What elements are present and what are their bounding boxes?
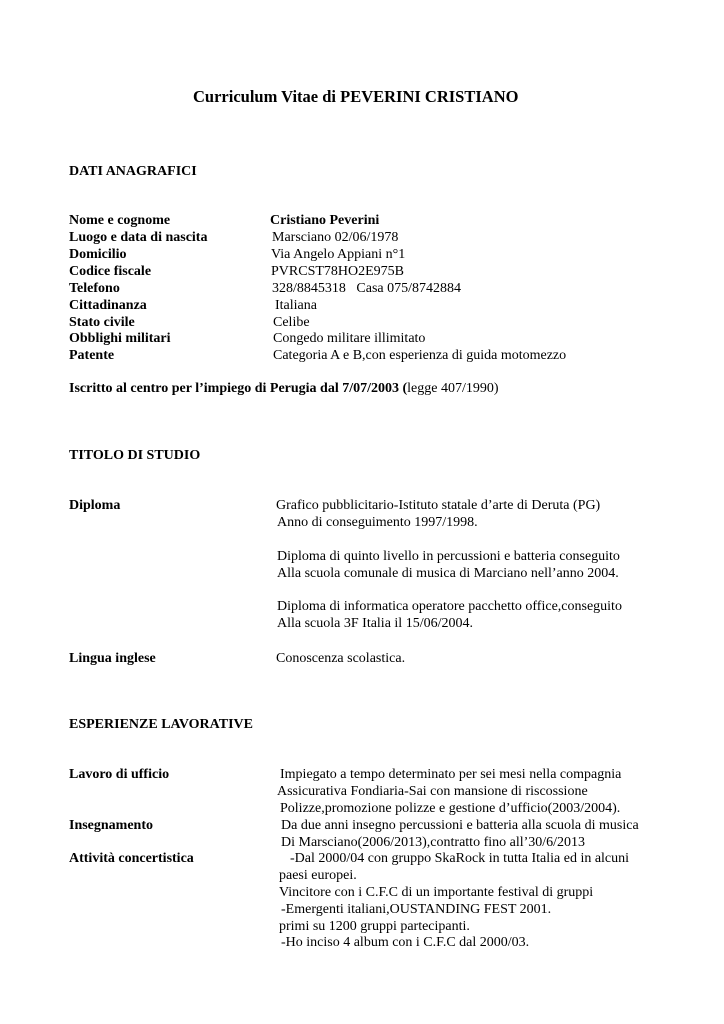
value-lingua-inglese: Conoscenza scolastica. bbox=[276, 651, 406, 666]
value-stato-civile: Celibe bbox=[273, 315, 310, 330]
value-codice-fiscale: PVRCST78HO2E975B bbox=[271, 264, 405, 279]
label-insegnamento: Insegnamento bbox=[69, 818, 154, 833]
ufficio-line: Assicurativa Fondiaria-Sai con mansione di riscossione bbox=[277, 784, 588, 799]
label-telefono: Telefono bbox=[69, 281, 120, 296]
value-luogo-data-nascita: Marsciano 02/06/1978 bbox=[272, 230, 399, 245]
label-lavoro-ufficio: Lavoro di ufficio bbox=[69, 767, 170, 782]
concerti-line: -Ho inciso 4 album con i C.F.C dal 2000/03. bbox=[281, 935, 530, 950]
iscrizione-legge-text: legge 407/1990) bbox=[407, 381, 499, 396]
concerti-line: primi su 1200 gruppi partecipanti. bbox=[279, 919, 470, 934]
diploma-line: Anno di conseguimento 1997/1998. bbox=[277, 515, 478, 530]
diploma-line: Grafico pubblicitario-Istituto statale d’arte di Deruta (PG) bbox=[276, 498, 601, 513]
diploma-line: Alla scuola comunale di musica di Marciano nell’anno 2004. bbox=[277, 566, 619, 581]
concerti-line: paesi europei. bbox=[279, 868, 357, 883]
label-obblighi-militari: Obblighi militari bbox=[69, 331, 171, 346]
value-telefono: 328/8845318 Casa 075/8742884 bbox=[272, 281, 461, 296]
concerti-line: -Dal 2000/04 con gruppo SkaRock in tutta Italia ed in alcuni bbox=[290, 851, 630, 866]
value-domicilio: Via Angelo Appiani n°1 bbox=[271, 247, 406, 262]
concerti-line: -Emergenti italiani,OUSTANDING FEST 2001. bbox=[281, 902, 552, 917]
label-domicilio: Domicilio bbox=[69, 247, 127, 262]
value-nome-cognome: Cristiano Peverini bbox=[270, 213, 380, 228]
iscrizione-bold-text: Iscritto al centro per l’impiego di Perugia dal 7/07/2003 ( bbox=[69, 381, 408, 396]
label-diploma: Diploma bbox=[69, 498, 121, 513]
section-heading-titolo-studio: TITOLO DI STUDIO bbox=[69, 448, 201, 463]
ufficio-line: Impiegato a tempo determinato per sei mesi nella compagnia bbox=[280, 767, 622, 782]
value-obblighi-militari: Congedo militare illimitato bbox=[273, 331, 426, 346]
diploma-line: Diploma di informatica operatore pacchetto office,conseguito bbox=[277, 599, 622, 614]
label-codice-fiscale: Codice fiscale bbox=[69, 264, 152, 279]
label-cittadinanza: Cittadinanza bbox=[69, 298, 147, 313]
iscrizione-centro-impiego bbox=[69, 380, 499, 397]
label-nome-cognome: Nome e cognome bbox=[69, 213, 171, 228]
document-title: Curriculum Vitae di PEVERINI CRISTIANO bbox=[193, 87, 519, 106]
label-attivita-concertistica: Attività concertistica bbox=[69, 851, 194, 866]
diploma-line: Alla scuola 3F Italia il 15/06/2004. bbox=[277, 616, 473, 631]
insegnamento-line: Di Marsciano(2006/2013),contratto fino all’30/6/2013 bbox=[281, 835, 586, 850]
label-luogo-data-nascita: Luogo e data di nascita bbox=[69, 230, 208, 245]
diploma-line: Diploma di quinto livello in percussioni e batteria conseguito bbox=[277, 549, 620, 564]
section-heading-esperienze: ESPERIENZE LAVORATIVE bbox=[69, 717, 253, 732]
value-patente: Categoria A e B,con esperienza di guida motomezzo bbox=[273, 348, 567, 363]
label-patente: Patente bbox=[69, 348, 115, 363]
insegnamento-line: Da due anni insegno percussioni e batteria alla scuola di musica bbox=[281, 818, 639, 833]
label-lingua-inglese: Lingua inglese bbox=[69, 651, 156, 666]
concerti-line: Vincitore con i C.F.C di un importante festival di gruppi bbox=[279, 885, 594, 900]
section-heading-dati-anagrafici: DATI ANAGRAFICI bbox=[69, 164, 197, 179]
value-cittadinanza: Italiana bbox=[275, 298, 317, 313]
ufficio-line: Polizze,promozione polizze e gestione d’ufficio(2003/2004). bbox=[280, 801, 621, 816]
label-stato-civile: Stato civile bbox=[69, 315, 135, 330]
